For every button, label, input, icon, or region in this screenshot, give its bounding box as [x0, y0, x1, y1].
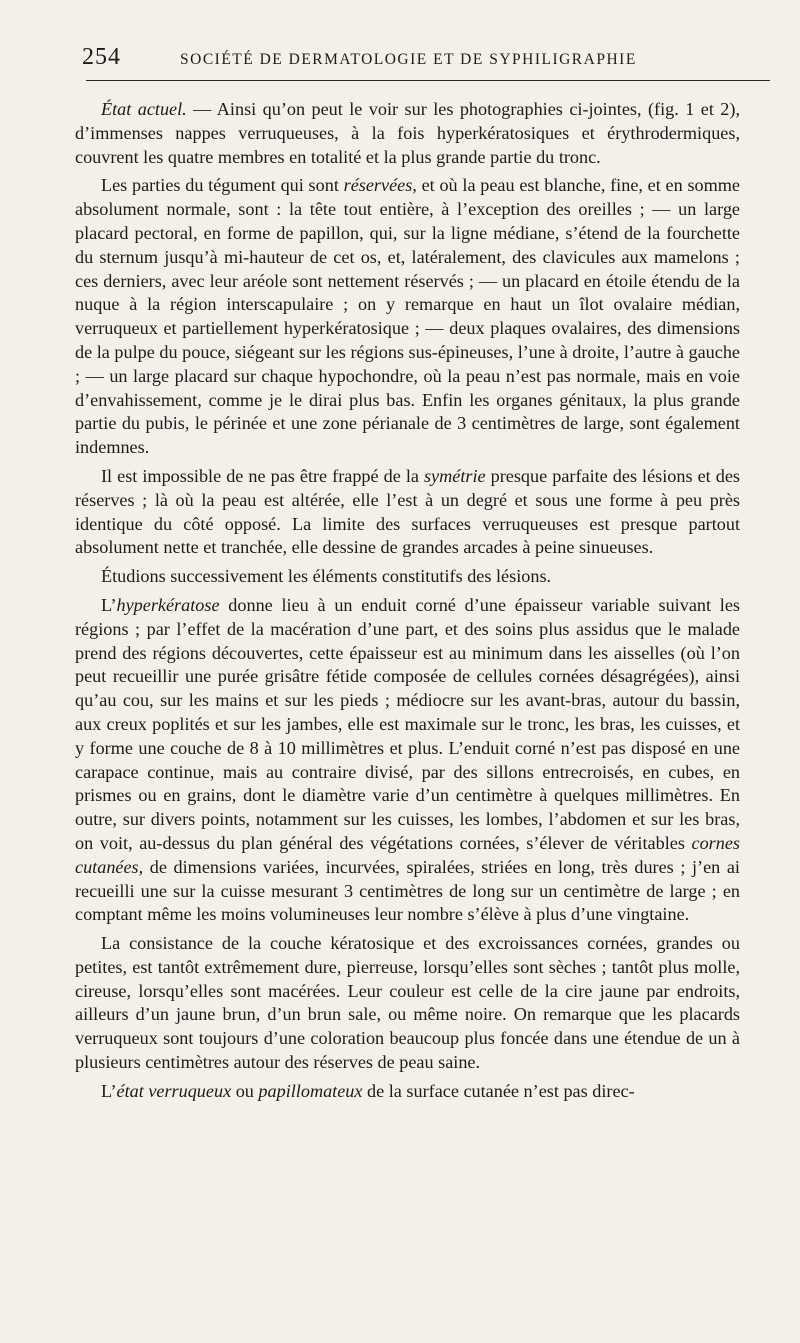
paragraph: Il est impossible de ne pas être frappé de la symétrie presque parfaite des lésions et des réserves ; là où la peau est altérée, elle l’est à un degré et sous une forme à peu près identique du côté opposé. La limite des surfaces verruqueuses est presque partout absolument nette et tranchée, elle dessine de grandes arcades à peine sinueuses.	[75, 465, 741, 558]
emphasis: état verruqueux	[116, 1080, 232, 1101]
running-title: SOCIÉTÉ DE DERMATOLOGIE ET DE SYPHILIGRAPHIE	[180, 51, 637, 68]
emphasis: papillomateux	[258, 1080, 363, 1101]
header-rule	[86, 80, 770, 81]
page-header	[70, 40, 770, 80]
paragraph: État actuel. — Ainsi qu’on peut le voir sur les photographies ci-jointes, (fig. 1 et 2), d’immenses nappes verruqueuses, à la fois hyperkératosiques et érythrodermiques, couvrent les quatre membres en totalité et la plus grande partie du tronc.	[75, 99, 741, 167]
paragraph: L’hyperkératose donne lieu à un enduit corné d’une épaisseur variable suivant les régions ; par l’effet de la macération d’une part, et des soins plus assidus que le malade prend des régions découvertes, cette épaisseur est au minimum dans les aisselles (où l’on peut recueillir une purée grisâtre fétide composée de cellules cornées désagrégées), ainsi qu’au cou, sur les mains et sur les pieds ; médiocre sur les avant-bras, autour du bassin, aux creux poplités et sur les jambes, elle est maximale sur le tronc, les bras, les cuisses, et y forme une couche de 8 à 10 millimètres et plus. L’enduit corné n’est pas disposé en une carapace continue, mais au contraire divisé, par des sillons entrecroisés, en cubes, en prismes ou en grains, dont le diamètre varie d’un centimètre à quelques millimètres. En outre, sur divers points, notamment sur les cuisses, les lombes, l’abdomen et sur les bras, on voit, au-dessus du plan général des végétations cornées, s’élever de véritables cornes cutanées, de dimensions variées, incurvées, spiralées, striées en long, très dures ; j’en ai recueilli une sur la cuisse mesurant 3 centimètres de long sur un centimètre de large ; en comptant même les moins volumineuses leur nombre s’élève à plus d’une vingtaine.	[75, 594, 740, 925]
page-number: 254	[82, 44, 121, 70]
paragraph: La consistance de la couche kératosique et des excroissances cornées, grandes ou petites, est tantôt extrêmement dure, pierreuse, lorsqu’elles sont sèches ; tantôt plus molle, cireuse, lorsqu’elles sont macérées. Leur couleur est celle de la cire jaune par endroits, ailleurs d’un jaune brun, d’un brun sale, ou même noire. On remarque que les placards verruqueux sont toujours d’une coloration beaucoup plus foncée dans une étendue de un à plusieurs centimètres autour des réserves de peau saine.	[75, 933, 740, 1073]
emphasis: cornes cutanées,	[75, 832, 740, 877]
paragraph: Étudions successivement les éléments constitutifs des lésions.	[101, 566, 552, 587]
paragraph: Les parties du tégument qui sont réservées, et où la peau est blanche, fine, et en somme absolument normale, sont : la tête tout entière, à l’exception des oreilles ; — un large placard pectoral, en forme de papillon, qui, sur la ligne médiane, s’étend de la fourchette du sternum jusqu’à mi-hauteur de cet os, et, latéralement, des clavicules aux mamelons ; ces derniers, avec leur aréole sont nettement réservés ; — un placard en étoile étendu de la nuque à la région interscapulaire ; on y remarque en haut un îlot ovalaire médian, verruqueux et partiellement hyperkératosique ; — deux plaques ovalaires, des dimensions de la pulpe du pouce, siégeant sur les régions sus-épineuses, l’une à droite, l’autre à gauche ; — un large placard sur chaque hypochondre, où la peau n’est pas normale, mais en voie d’envahissement, comme je le dirai plus bas. Enfin les organes génitaux, la plus grande partie du pubis, le périnée et une zone périanale de 3 centimètres de large, sont également indemnes.	[75, 175, 740, 458]
emphasis: hyperkératose	[116, 594, 220, 615]
section-lead: État actuel.	[101, 99, 187, 119]
emphasis: symétrie	[423, 465, 486, 486]
emphasis: réservées,	[343, 175, 417, 196]
paragraph: L’état verruqueux ou papillomateux de la surface cutanée n’est pas direc-	[101, 1080, 635, 1101]
body-text	[75, 98, 740, 1109]
